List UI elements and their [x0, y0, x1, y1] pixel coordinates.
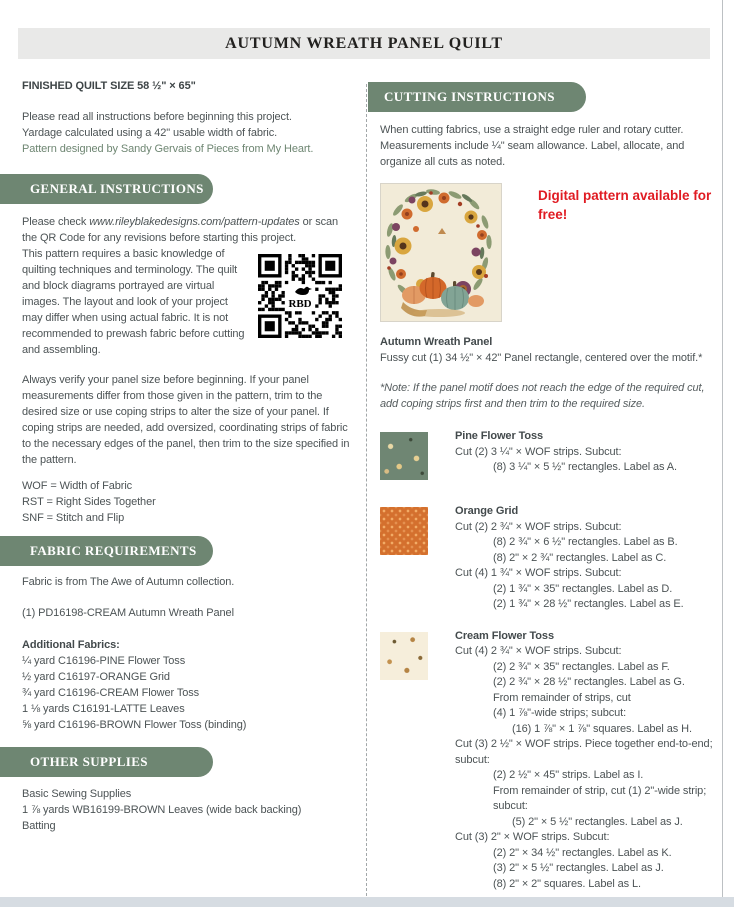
paragraph-text: or scan the QR Code for any revisions before starting this project. — [22, 216, 339, 244]
cutting-line: (2) 1 ¾" × 28 ½" rectangles. Label as E. — [493, 598, 684, 610]
cutting-line: Cut (4) 2 ¾" × WOF strips. Subcut: — [455, 645, 622, 657]
pattern-updates-paragraph — [22, 214, 354, 246]
general-instructions-heading: GENERAL INSTRUCTIONS — [0, 174, 213, 204]
page-title: AUTUMN WREATH PANEL QUILT — [225, 34, 503, 52]
fabric-name: Orange Grid — [455, 505, 519, 517]
panel-cut-text: Fussy cut (1) 34 ½" × 42" Panel rectangle, centered over the motif.* — [380, 352, 703, 364]
fabric-requirements-heading: FABRIC REQUIREMENTS — [0, 536, 213, 566]
paragraph-text: Please check — [22, 216, 90, 228]
fabric-section — [380, 429, 714, 480]
fabric-cutting-text — [455, 504, 714, 613]
panel-photo-row — [380, 183, 714, 322]
qr-code — [258, 254, 342, 338]
panel-cut-title: Autumn Wreath Panel — [380, 336, 493, 348]
cutting-line: (8) 2" × 2 ¾" rectangles. Label as C. — [493, 551, 667, 564]
coping-strip-note: *Note: If the panel motif does not reach the edge of the required cut, add coping strips first and then trim to the required size. — [380, 382, 705, 410]
cutting-line: (2) 2 ¾" × 28 ½" rectangles. Label as G. — [493, 676, 685, 688]
abbreviation-list — [22, 478, 354, 526]
cutting-line: (2) 2 ½" × 45" strips. Label as I. — [493, 769, 644, 781]
fabric-cutting-text — [455, 429, 714, 480]
panel-fabric-id: (1) PD16198-CREAM Autumn Wreath Panel — [22, 607, 234, 619]
fabric-section — [380, 504, 714, 613]
supply-line: Basic Sewing Supplies — [22, 788, 132, 800]
qr-rbd-label: RBD — [288, 298, 312, 310]
fabric-name: Pine Flower Toss — [455, 430, 544, 442]
cutting-line: (2) 1 ¾" × 35" rectangles. Label as D. — [493, 582, 673, 595]
cutting-line: (16) 1 ⅞" × 1 ⅞" squares. Label as H. — [512, 722, 692, 735]
wreath-panel-image — [380, 183, 502, 322]
pattern-updates-link[interactable]: www.rileyblakedesigns.com/pattern-updates — [89, 216, 300, 228]
intro-paragraph — [22, 109, 354, 157]
digital-pattern-note: Digital pattern available for free! — [538, 188, 712, 222]
cutting-line: (2) 2" × 34 ½" rectangles. Label as K. — [493, 846, 672, 859]
cutting-line: Cut (2) 2 ¾" × WOF strips. Subcut: — [455, 520, 622, 533]
left-column — [22, 78, 354, 834]
additional-fabrics-list — [22, 653, 354, 733]
cutting-line: (2) 2 ¾" × 35" rectangles. Label as F. — [493, 660, 670, 673]
fabric-cutting-text — [455, 629, 714, 893]
additional-fabric-line: 1 ⅛ yards C16191-LATTE Leaves — [22, 703, 185, 715]
intro-line: Yardage calculated using a 42" usable width of fabric. — [22, 127, 278, 139]
finished-quilt-size: FINISHED QUILT SIZE 58 ½" × 65" — [22, 80, 196, 92]
cutting-line: Cut (2) 3 ¼" × WOF strips. Subcut: — [455, 445, 622, 458]
cutting-line: (8) 3 ¼" × 5 ½" rectangles. Label as A. — [493, 461, 677, 473]
abbreviation-line: SNF = Stitch and Flip — [22, 512, 125, 524]
cutting-line: (3) 2" × 5 ½" rectangles. Label as J. — [493, 862, 664, 874]
cutting-fabric-sections — [380, 429, 714, 892]
additional-fabrics-label: Additional Fabrics: — [22, 639, 120, 651]
intro-line: Please read all instructions before beginning this project. — [22, 111, 292, 123]
column-divider — [366, 84, 367, 896]
cutting-instructions-heading: CUTTING INSTRUCTIONS — [368, 82, 586, 112]
other-supplies-heading: OTHER SUPPLIES — [0, 747, 213, 777]
cutting-line: (5) 2" × 5 ½" rectangles. Label as J. — [512, 815, 683, 828]
cutting-line: Cut (4) 1 ¾" × WOF strips. Subcut: — [455, 567, 622, 579]
page-right-edge — [722, 0, 723, 897]
title-bar — [18, 28, 710, 59]
orange-fabric-swatch — [380, 507, 428, 555]
fabric-section — [380, 629, 714, 893]
supply-line: Batting — [22, 820, 56, 832]
designer-credit: Pattern designed by Sandy Gervais of Pieces from My Heart. — [22, 143, 314, 155]
abbreviation-line: RST = Right Sides Together — [22, 496, 156, 508]
cutting-intro: When cutting fabrics, use a straight edge ruler and rotary cutter. Measurements include ¼" seam allowance. Label, allocate, and organize all cuts as noted. — [380, 124, 685, 168]
pine-fabric-swatch — [380, 432, 428, 480]
window-bottom-strip — [0, 897, 734, 907]
autumn-wreath-illustration — [381, 184, 501, 321]
panel-size-paragraph: Always verify your panel size before beginning. If your panel measurements differ from those given in the pattern, trim to the desired size or use coping strips to alter the size of your panel. If coping strips are needed, add oversized, coordinating strips of fabric to the necessary edges of the panel, then trim to the size specified in the pattern. — [22, 374, 350, 466]
additional-fabric-line: ½ yard C16197-ORANGE Grid — [22, 671, 170, 683]
cream-fabric-swatch — [380, 632, 428, 680]
cutting-line: (8) 2" × 2" squares. Label as L. — [493, 877, 642, 890]
right-column — [380, 82, 714, 892]
collection-note: Fabric is from The Awe of Autumn collection. — [22, 576, 235, 588]
additional-fabric-line: ¼ yard C16196-PINE Flower Toss — [22, 655, 186, 667]
panel-cut-block — [380, 334, 714, 366]
cutting-line: Cut (3) 2 ½" × WOF strips. Piece together end-to-end; subcut: — [455, 738, 713, 766]
additional-fabrics — [22, 637, 354, 733]
cutting-line: Cut (3) 2" × WOF strips. Subcut: — [455, 831, 610, 843]
general-paragraph-with-qr — [22, 246, 354, 358]
abbreviation-line: WOF = Width of Fabric — [22, 480, 133, 492]
qr-code-image — [258, 254, 342, 338]
supply-line: 1 ⅞ yards WB16199-BROWN Leaves (wide back backing) — [22, 804, 302, 816]
additional-fabric-line: ¾ yard C16196-CREAM Flower Toss — [22, 687, 200, 699]
cutting-line: (4) 1 ⅞"-wide strips; subcut: — [493, 707, 627, 719]
cutting-line: (8) 2 ¾" × 6 ½" rectangles. Label as B. — [493, 536, 678, 548]
paragraph-text: This pattern requires a basic knowledge of quilting techniques and terminology. The quilt and block diagrams portrayed are virtual images. The layout and look of your project may differ when using actual fabric. It is not recommended to prewash fabric before cutting and assembling. — [22, 248, 245, 356]
fabric-name: Cream Flower Toss — [455, 629, 554, 642]
additional-fabric-line: ⅝ yard C16196-BROWN Flower Toss (binding) — [22, 719, 247, 731]
supplies-list — [22, 786, 354, 834]
cutting-line: From remainder of strip, cut (1) 2"-wide strip; subcut: — [493, 784, 707, 812]
cutting-line: From remainder of strips, cut — [493, 691, 631, 704]
